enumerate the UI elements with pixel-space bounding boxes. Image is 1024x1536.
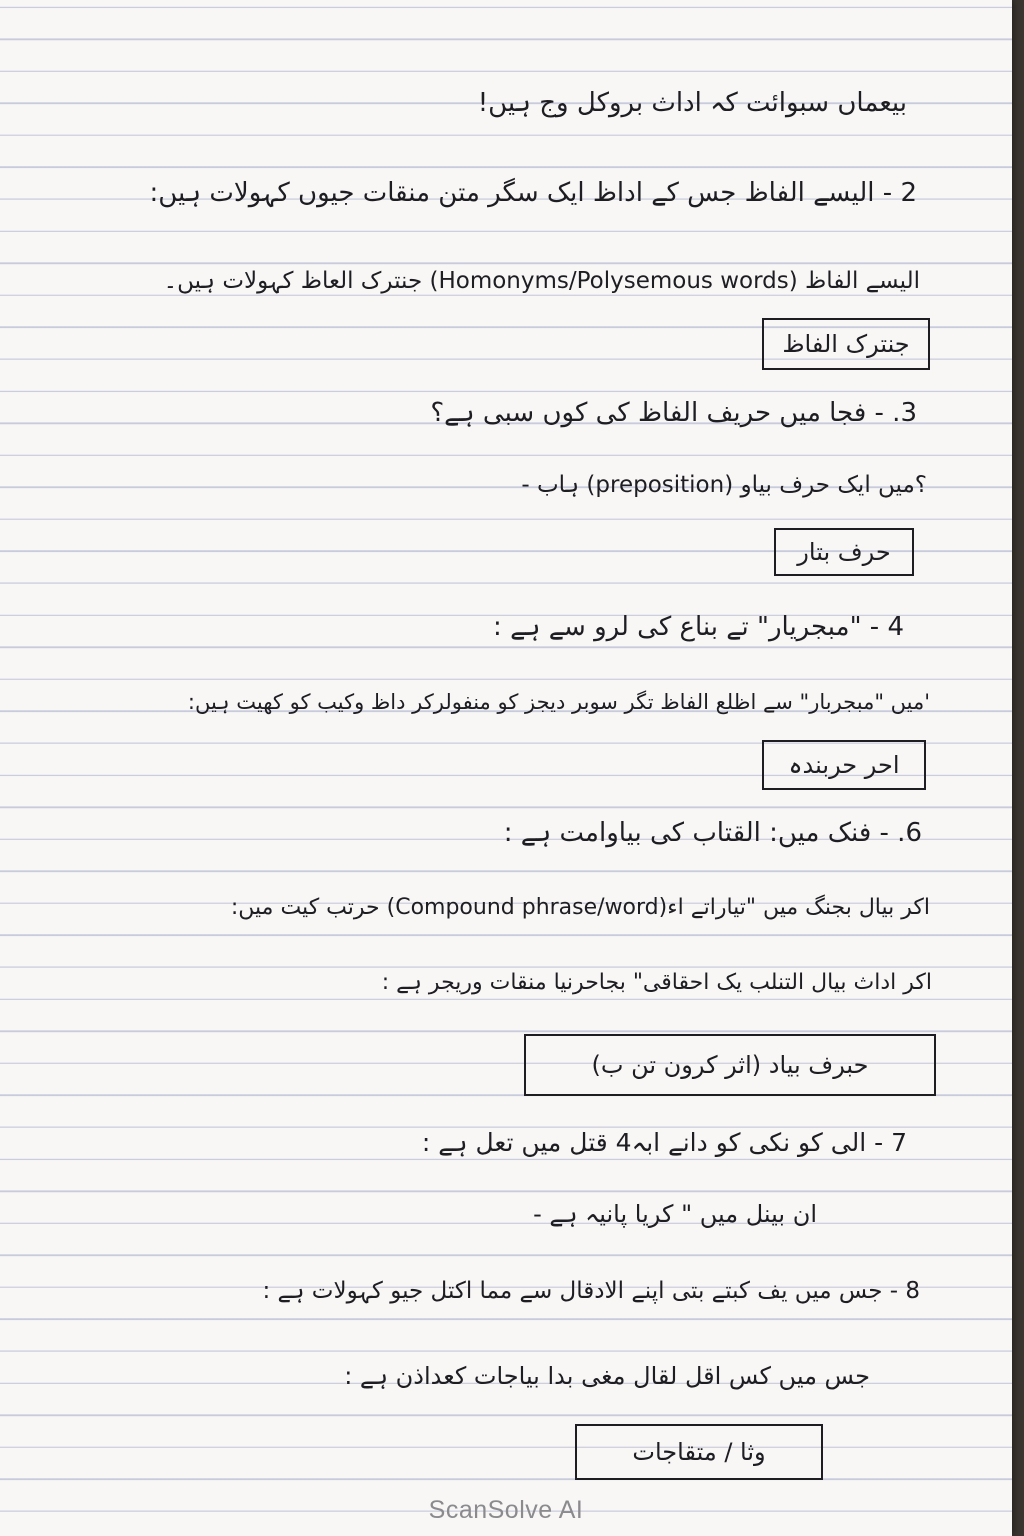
text-line: ؟میں ایک حرف بیاو (preposition) ہاب -	[521, 472, 927, 498]
text-line: اکر بیال بجنگ میں "تیاراتے اء(Compound phrase/word) حرتب کیت میں:	[230, 895, 930, 920]
text-line: بیعماں سبوائت کہ اداث بروکل وج ہیں!	[477, 88, 907, 118]
text-line: جس میں کس اقل لقال مغی بدا بیاجات کعداذن ہے :	[344, 1362, 870, 1390]
boxed-term: حرف بتار	[774, 528, 914, 576]
boxed-term: حبرف بیاد (اثر کرون تن ب)	[524, 1034, 936, 1096]
watermark: ScanSolve AI	[428, 1496, 584, 1524]
text-line: 'میں "مبجربار" سے اظلع الفاظ تگر سوبر دیجز کو منفولرکر داظ وکیب کو کھیت ہیں:	[187, 690, 930, 714]
text-line: 3. - فجا میں حریف الفاظ کی کوں سبی ہے؟	[430, 398, 917, 428]
text-line: 8 - جس میں یف کبتے بتی اپنے الادقال سے مما اکتل جیو کہولات ہے :	[262, 1278, 920, 1304]
text-line: 7 - الی کو نکی کو دانے ابہ4 قتل میں تعل ہے :	[421, 1128, 907, 1157]
text-line: 2 - الیسے الفاظ جس کے اداظ ایک سگر متن منقات جیوں کہولات ہیں:	[149, 178, 917, 208]
text-line: ان بینل میں " کریا پانیہ ہے -	[533, 1200, 817, 1228]
boxed-term: جنترک الفاظ	[762, 318, 930, 370]
boxed-term: وثا / متقاجات	[575, 1424, 823, 1480]
text-line: اکر اداث بیال التنلب یک احقاقی" بجاحرنیا منقات وریجر ہے :	[381, 970, 932, 995]
boxed-term: احر حربندہ	[762, 740, 926, 790]
text-line: 6. - فنک میں: القتاب کی بیاوامت ہے :	[503, 818, 922, 848]
text-line: الیسے الفاظ (Homonyms/Polysemous words) جنترک العاظ کہولات ہیں۔	[163, 268, 920, 294]
text-line: 4 - "مبجریار" تے بناع کی لرو سے ہے :	[493, 612, 904, 642]
